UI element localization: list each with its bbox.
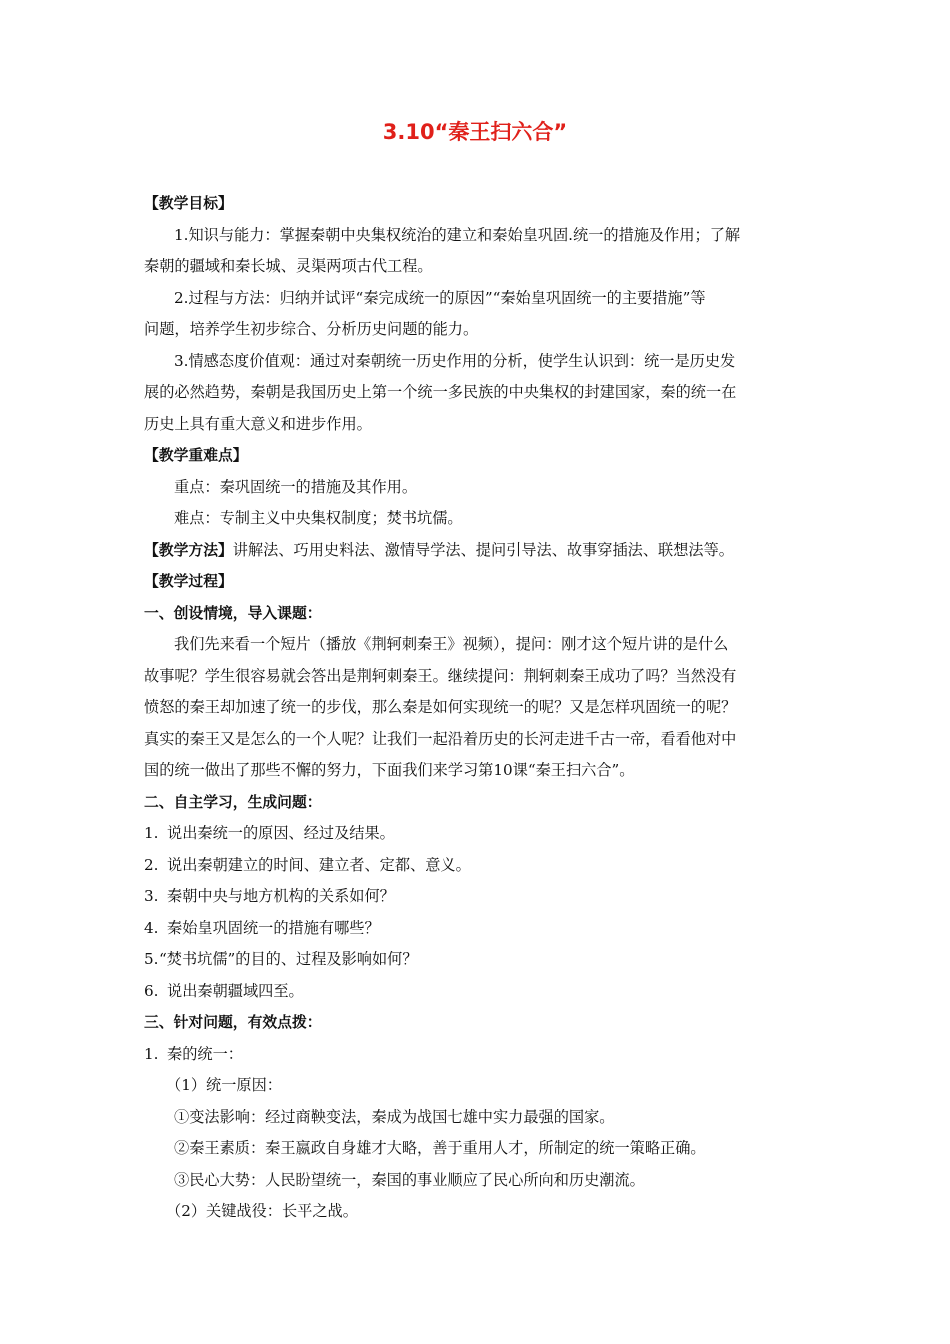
process-heading: 【教学过程】 xyxy=(144,573,233,590)
question-text: 说出秦朝建立的时间、建立者、定都、意义。 xyxy=(167,855,471,874)
guidance-text: 秦的统一： xyxy=(167,1044,243,1063)
objective-3-line-3: 历史上具有重大意义和进步作用。 xyxy=(144,414,372,433)
question-item-2 xyxy=(144,850,812,882)
section3-heading: 三、针对问题，有效点拨： xyxy=(144,1014,322,1031)
question-item-5 xyxy=(144,944,812,976)
question-number: 1. xyxy=(144,824,159,842)
objective-3-line-1: 3.情感态度价值观：通过对秦朝统一历史作用的分析，使学生认识到：统一是历史发 xyxy=(174,351,736,370)
guidance-sub-1: （1）统一原因： xyxy=(166,1076,282,1094)
key-points-heading: 【教学重难点】 xyxy=(144,447,248,464)
section1-line-5: 国的统一做出了那些不懈的努力，下面我们来学习第10课“秦王扫六合”。 xyxy=(144,761,635,779)
guidance-item-1 xyxy=(144,1039,812,1071)
section1-line-3: 愤怒的秦王却加速了统一的步伐，那么秦是如何实现统一的呢？又是怎样巩固统一的呢？ xyxy=(144,698,737,716)
question-item-6 xyxy=(144,976,812,1008)
guidance-sub-2: （2）关键战役：长平之战。 xyxy=(166,1202,358,1220)
methods-heading: 【教学方法】 xyxy=(144,541,233,559)
question-text: “焚书坑儒”的目的、过程及影响如何？ xyxy=(159,950,418,968)
key-point-difficulty: 难点：专制主义中央集权制度；焚书坑儒。 xyxy=(174,509,463,527)
guidance-number: 1. xyxy=(144,1044,159,1063)
section2-heading: 二、自主学习，生成问题： xyxy=(144,793,322,811)
question-number: 3. xyxy=(144,887,159,905)
question-number: 4. xyxy=(144,918,159,937)
question-number: 5. xyxy=(144,950,159,968)
question-item-3 xyxy=(144,881,812,913)
section1-heading: 一、创设情境，导入课题： xyxy=(144,604,322,622)
objective-1-line-2: 秦朝的疆域和秦长城、灵渠两项古代工程。 xyxy=(144,257,433,275)
question-item-1 xyxy=(144,818,812,850)
question-number: 2. xyxy=(144,855,159,874)
question-text: 说出秦统一的原因、经过及结果。 xyxy=(167,824,395,842)
document-title: 3.10“秦王扫六合” xyxy=(382,120,568,144)
objective-3-line-2: 展的必然趋势，秦朝是我国历史上第一个统一多民族的中央集权的封建国家，秦的统一在 xyxy=(144,383,737,401)
objectives-heading: 【教学目标】 xyxy=(144,195,233,212)
unification-reason-1: ①变法影响：经过商鞅变法，秦成为战国七雄中实力最强的国家。 xyxy=(174,1107,615,1126)
section1-line-2: 故事呢？学生很容易就会答出是荆轲刺秦王。继续提问：荆轲刺秦王成功了吗？当然没有 xyxy=(144,666,737,685)
question-text: 秦始皇巩固统一的措施有哪些？ xyxy=(167,918,380,937)
objective-1-line-1: 1.知识与能力：掌握秦朝中央集权统治的建立和秦始皇巩固.统一的措施及作用；了解 xyxy=(174,225,741,244)
methods-line xyxy=(144,535,812,567)
objective-2-line-2: 问题，培养学生初步综合、分析历史问题的能力。 xyxy=(144,320,479,338)
key-point-focus: 重点：秦巩固统一的措施及其作用。 xyxy=(174,477,417,496)
methods-text: 讲解法、巧用史料法、激情导学法、提问引导法、故事穿插法、联想法等。 xyxy=(232,540,734,559)
unification-reason-3: ③民心大势：人民盼望统一，秦国的事业顺应了民心所向和历史潮流。 xyxy=(174,1170,645,1189)
document-body xyxy=(144,188,812,1228)
section1-line-4: 真实的秦王又是怎么的一个人呢？让我们一起沿着历史的长河走进千古一帝，看看他对中 xyxy=(144,729,737,748)
question-number: 6. xyxy=(144,981,159,1000)
question-text: 秦朝中央与地方机构的关系如何？ xyxy=(167,887,395,905)
question-text: 说出秦朝疆域四至。 xyxy=(167,981,304,1000)
unification-reason-2: ②秦王素质：秦王嬴政自身雄才大略，善于重用人才，所制定的统一策略正确。 xyxy=(174,1139,706,1157)
objective-2-line-1: 2.过程与方法：归纳并试评“秦完成统一的原因”“秦始皇巩固统一的主要措施”等 xyxy=(174,288,706,307)
question-item-4 xyxy=(144,913,812,945)
section1-line-1: 我们先来看一个短片（播放《荆轲刺秦王》视频），提问：刚才这个短片讲的是什么 xyxy=(174,635,729,653)
